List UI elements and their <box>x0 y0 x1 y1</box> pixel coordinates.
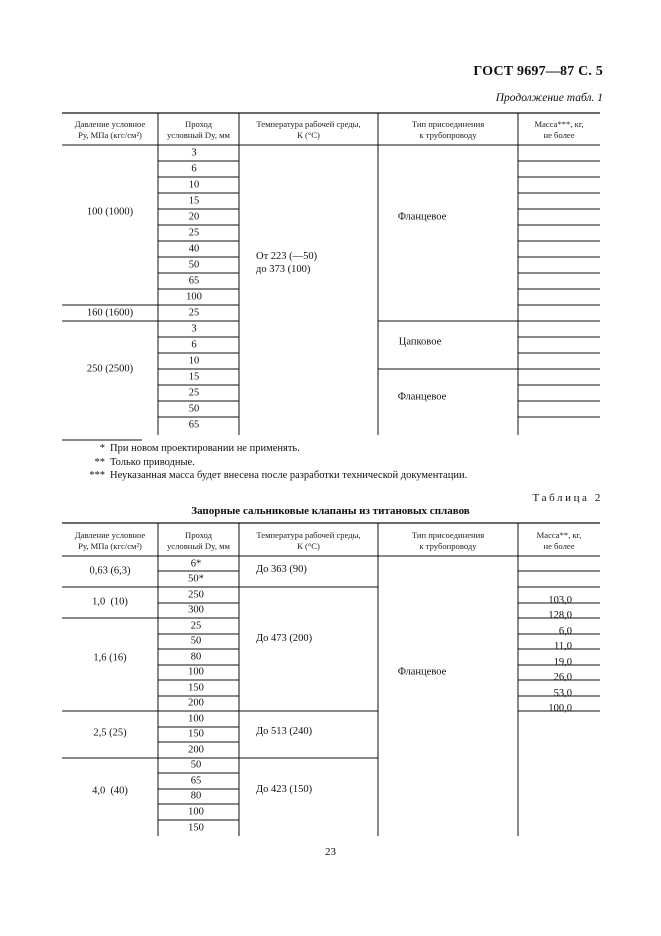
footnote-mark: * <box>99 443 105 454</box>
page-number: 23 <box>325 846 336 858</box>
t1-connection-cell: Фланцевое <box>397 211 447 223</box>
t2-pressure-cell: 0,63 (6,3) <box>89 565 131 577</box>
t2-temperature-cell: До 423 (150) <box>256 784 313 795</box>
t1-bore-cell: 40 <box>188 243 200 255</box>
t1-bore-cell: 65 <box>188 275 200 287</box>
t2-bore-cell: 200 <box>188 697 204 709</box>
table-continuation-label: Продолжение табл. 1 <box>495 92 603 104</box>
t2-temperature-cell: До 363 (90) <box>256 564 307 575</box>
t2-bore-cell: 300 <box>188 604 204 616</box>
t2-bore-cell: 80 <box>190 651 202 663</box>
t2-bore-cell: 80 <box>190 790 202 802</box>
t1-bore-cell: 65 <box>188 419 200 431</box>
footnote-mark: ** <box>94 457 105 468</box>
t1-header-mass <box>518 119 600 140</box>
t1-header-temp-line1: Температура рабочей среды, <box>256 119 361 129</box>
t1-bore-cell: 50 <box>188 259 200 271</box>
t1-temperature-cell <box>256 250 317 276</box>
t2-header-mass-line2: не более <box>543 540 575 551</box>
t1-bore-cell: 6 <box>191 163 197 175</box>
t2-bore-cell: 100 <box>188 713 204 725</box>
t1-header-mass-line1: Масса***, кг, <box>534 119 584 129</box>
t1-bore-cell: 25 <box>188 307 200 319</box>
table2-label: Таблица 2 <box>532 492 603 504</box>
t1-bore-cell: 15 <box>188 195 200 207</box>
t2-temperature-cell: До 513 (240) <box>256 726 313 737</box>
t2-mass-cell: 6,0 <box>558 626 572 637</box>
t2-bore-cell: 25 <box>190 620 202 632</box>
t1-pressure-cell: 250 (2500) <box>86 363 134 375</box>
t1-connection-cell: Цапковое <box>398 336 442 348</box>
t2-mass-cell: 103,0 <box>548 595 572 606</box>
t2-pressure-cell: 4,0 (40) <box>92 785 128 797</box>
t2-header-pressure-line2: Pу, МПа (кгс/см²) <box>78 540 142 551</box>
footnote-text: Только приводные. <box>110 457 195 468</box>
t2-mass-cell: 19,0 <box>553 657 572 668</box>
t2-mass-cell: 11,0 <box>554 641 572 652</box>
t2-header-pressure-line1: Давление условное <box>74 530 146 540</box>
t1-header-bore-line1: Проход <box>185 119 212 129</box>
t2-bore-cell: 6* <box>190 558 202 570</box>
t1-header-temp-line2: К (°С) <box>297 129 320 140</box>
page-header: ГОСТ 9697—87 С. 5 <box>473 64 603 79</box>
t2-header-mass-line1: Масса**, кг, <box>536 530 582 540</box>
t1-bore-cell: 6 <box>191 339 197 351</box>
t2-header-connection <box>378 530 518 551</box>
t1-header-pressure-line2: Pу, МПа (кгс/см²) <box>78 129 142 140</box>
t2-bore-cell: 100 <box>188 666 204 678</box>
t1-header-connection <box>378 119 518 140</box>
t2-mass-cell: 53,0 <box>553 688 572 699</box>
t1-bore-cell: 3 <box>191 323 197 335</box>
t1-temperature-line2: до 373 (100) <box>256 264 311 275</box>
t1-pressure-cell: 160 (1600) <box>86 307 134 319</box>
t1-bore-cell: 50 <box>188 403 200 415</box>
t2-bore-cell: 150 <box>188 822 204 834</box>
t1-bore-cell: 10 <box>188 179 200 191</box>
t2-bore-cell: 150 <box>188 728 204 740</box>
t1-header-bore-line2: условный Dy, мм <box>167 129 230 140</box>
t2-pressure-cell: 1,6 (16) <box>93 652 127 664</box>
t2-header-mass <box>518 530 600 551</box>
t1-bore-cell: 15 <box>188 371 200 383</box>
t2-bore-cell: 200 <box>188 744 204 756</box>
t1-header-bore <box>158 119 239 140</box>
t2-header-temperature <box>239 530 378 551</box>
t2-header-bore-line2: условный Dy, мм <box>167 540 230 551</box>
t2-bore-cell: 100 <box>188 806 204 818</box>
t2-connection-cell: Фланцевое <box>397 666 447 678</box>
t1-bore-cell: 100 <box>186 291 202 303</box>
t2-pressure-cell: 1,0 (10) <box>92 596 128 608</box>
t1-bore-cell: 10 <box>188 355 200 367</box>
t1-header-mass-line2: не более <box>543 129 575 140</box>
t1-bore-cell: 20 <box>188 211 200 223</box>
t1-bore-cell: 25 <box>188 227 200 239</box>
t1-header-pressure <box>62 119 158 140</box>
t2-header-bore-line1: Проход <box>185 530 212 540</box>
t2-header-temp-line1: Температура рабочей среды, <box>256 530 361 540</box>
t1-header-conn-line1: Тип присоединения <box>411 119 485 129</box>
t1-temperature-line1: От 223 (—50) <box>256 251 318 262</box>
t2-bore-cell: 50 <box>190 759 202 771</box>
t2-mass-cell: 26,0 <box>553 672 572 683</box>
t2-temperature-cell: До 473 (200) <box>256 633 313 644</box>
t2-mass-cell: 100,0 <box>548 703 572 714</box>
t2-header-conn-line2: к трубопроводу <box>419 540 477 551</box>
footnote-text: При новом проектировании не применять. <box>110 443 300 454</box>
t2-pressure-cell: 2,5 (25) <box>93 727 127 739</box>
t1-bore-cell: 3 <box>191 147 197 159</box>
t2-mass-cell: 128,0 <box>548 610 572 621</box>
t1-bore-cell: 25 <box>188 387 200 399</box>
footnote-text: Неуказанная масса будет внесена после разработки технической документации. <box>110 470 468 481</box>
t2-bore-cell: 50 <box>190 635 202 647</box>
t2-bore-cell: 150 <box>188 682 204 694</box>
table2-title: Запорные сальниковые клапаны из титановых сплавов <box>191 505 470 517</box>
t2-header-bore <box>158 530 239 551</box>
t2-bore-cell: 65 <box>190 775 202 787</box>
t1-header-conn-line2: к трубопроводу <box>419 129 477 140</box>
t1-header-pressure-line1: Давление условное <box>74 119 146 129</box>
t2-bore-cell: 250 <box>188 589 204 601</box>
t1-pressure-cell: 100 (1000) <box>86 206 134 218</box>
footnote-mark: *** <box>89 470 105 481</box>
t2-header-temp-line2: К (°С) <box>297 540 320 551</box>
t2-bore-cell: 50* <box>188 573 204 585</box>
t1-header-temperature <box>239 119 378 140</box>
t2-header-pressure <box>62 530 158 551</box>
t2-header-conn-line1: Тип присоединения <box>411 530 485 540</box>
t1-connection-cell: Фланцевое <box>397 391 447 403</box>
